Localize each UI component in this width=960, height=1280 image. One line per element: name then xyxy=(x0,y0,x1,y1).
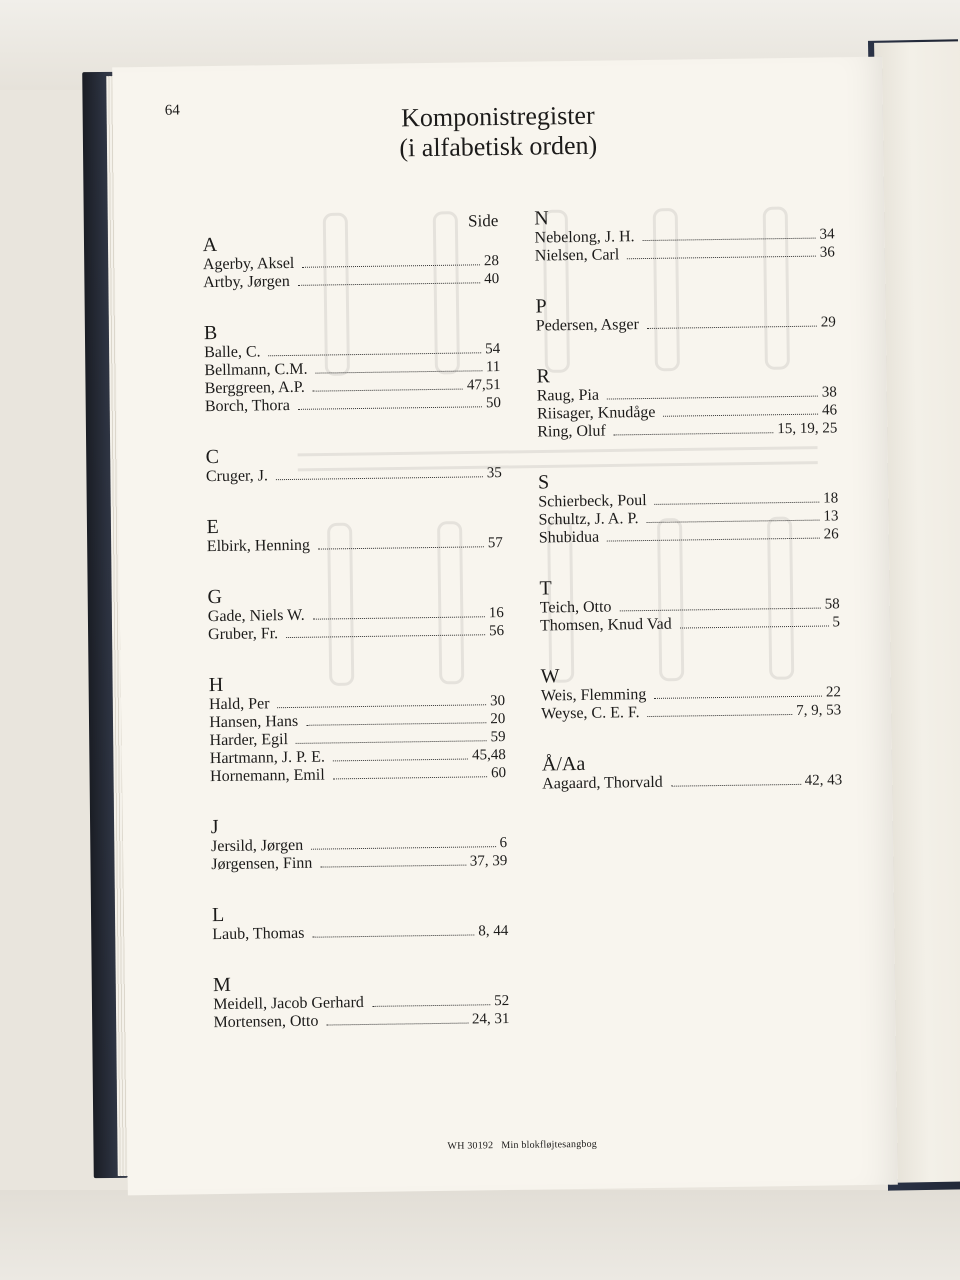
dot-leader xyxy=(302,264,480,267)
section-letter: N xyxy=(534,207,549,230)
page-reference: 26 xyxy=(823,526,839,543)
page-subtitle: (i alfabetisk orden) xyxy=(399,130,598,163)
index-section xyxy=(209,670,507,786)
section-letter: M xyxy=(212,973,231,997)
section-letter: S xyxy=(537,471,550,494)
dot-leader xyxy=(614,432,774,435)
index-section xyxy=(205,442,502,486)
page-reference: 6 xyxy=(499,834,508,852)
index-entry xyxy=(205,394,501,416)
page-reference: 35 xyxy=(486,465,502,482)
dot-leader xyxy=(643,238,816,241)
index-entry xyxy=(535,243,835,265)
composer-name: Raug, Pia xyxy=(536,386,600,405)
page-reference: 7, 9, 53 xyxy=(796,702,842,719)
index-entry xyxy=(207,534,503,556)
index-entry xyxy=(206,464,502,486)
page-reference: 40 xyxy=(484,271,500,288)
composer-name: Schultz, J. A. P. xyxy=(538,510,639,529)
composer-name: Mortensen, Otto xyxy=(213,1012,319,1032)
index-entry xyxy=(210,764,506,786)
page-reference: 57 xyxy=(487,535,503,552)
footer-code: WH 30192 xyxy=(447,1140,494,1152)
index-entry xyxy=(536,313,836,335)
index-section xyxy=(539,573,840,635)
composer-name: Teich, Otto xyxy=(539,598,612,617)
composer-name: Jersild, Jørgen xyxy=(210,836,304,856)
dot-leader xyxy=(298,282,480,286)
title-block xyxy=(113,97,884,168)
section-letter: A xyxy=(202,233,218,257)
section-letter: R xyxy=(536,365,551,388)
page-reference: 50 xyxy=(485,395,501,412)
section-letter: B xyxy=(203,321,218,345)
composer-name: Hartmann, J. P. E. xyxy=(209,748,326,768)
index-section xyxy=(535,291,836,335)
page-reference: 18 xyxy=(823,490,839,507)
composer-name: Jørgensen, Finn xyxy=(211,854,313,874)
dot-leader xyxy=(313,389,463,392)
dot-leader xyxy=(607,396,818,400)
dot-leader xyxy=(276,476,483,480)
section-letter: E xyxy=(206,515,219,539)
page-reference: 58 xyxy=(824,596,840,613)
composer-name: Gruber, Fr. xyxy=(207,625,279,644)
dot-leader xyxy=(298,406,482,410)
index-section xyxy=(534,203,835,265)
index-entry xyxy=(542,771,842,793)
page-title: Komponistregister xyxy=(400,100,595,133)
dot-leader xyxy=(671,784,801,787)
page-reference: 42, 43 xyxy=(804,772,843,789)
dot-leader xyxy=(372,1004,490,1007)
page-reference: 22 xyxy=(825,684,842,701)
dot-leader xyxy=(296,740,487,744)
composer-name: Riisager, Knudåge xyxy=(536,403,656,423)
page-reference: 29 xyxy=(820,314,836,331)
index-entry xyxy=(537,419,837,441)
composer-name: Harder, Egil xyxy=(209,731,289,750)
dot-leader xyxy=(655,502,820,505)
index-section xyxy=(204,318,501,416)
dot-leader xyxy=(312,934,474,937)
index-entry xyxy=(539,525,839,547)
section-letter: H xyxy=(208,673,224,697)
index-entry xyxy=(211,852,507,874)
index-section xyxy=(202,230,499,292)
page-reference: 30 xyxy=(489,693,506,710)
desk-background-bottom xyxy=(0,1190,960,1280)
dot-leader xyxy=(306,722,486,726)
index-section xyxy=(206,512,503,556)
page-reference: 52 xyxy=(494,992,510,1010)
dot-leader xyxy=(320,865,465,868)
page-footer xyxy=(127,1134,917,1156)
composer-name: Weyse, C. E. F. xyxy=(541,704,640,723)
page-reference: 47,51 xyxy=(466,377,501,394)
page-reference: 46 xyxy=(821,402,838,419)
page-reference: 8, 44 xyxy=(478,922,509,940)
section-letter: L xyxy=(211,903,225,927)
dot-leader xyxy=(654,696,822,699)
index-entry xyxy=(213,1010,509,1032)
dot-leader xyxy=(313,616,485,619)
composer-name: Cruger, J. xyxy=(205,467,269,486)
composer-name: Laub, Thomas xyxy=(212,924,305,944)
composer-name: Weis, Flemming xyxy=(540,686,647,705)
page-reference: 45,48 xyxy=(471,747,506,764)
dot-leader xyxy=(647,520,820,523)
dot-leader xyxy=(333,759,468,762)
index-entry xyxy=(208,622,504,644)
side-column-header: Side xyxy=(467,211,499,231)
composer-name: Hald, Per xyxy=(208,695,270,714)
page-reference: 37, 39 xyxy=(469,852,508,870)
dot-leader xyxy=(647,326,817,329)
dot-leader xyxy=(311,846,495,850)
section-letter: W xyxy=(540,665,560,688)
section-letter: C xyxy=(205,445,220,469)
dot-leader xyxy=(620,608,821,612)
composer-name: Meidell, Jacob Gerhard xyxy=(213,994,364,1014)
index-section xyxy=(536,361,837,441)
dot-leader xyxy=(316,370,482,373)
index-column-right xyxy=(534,203,843,823)
composer-name: Gade, Niels W. xyxy=(207,606,305,626)
composer-name: Borch, Thora xyxy=(204,396,291,416)
section-letter: T xyxy=(539,577,552,600)
page-reference: 60 xyxy=(490,765,507,782)
index-entry xyxy=(212,922,508,944)
dot-leader xyxy=(680,625,829,628)
dot-leader xyxy=(286,634,485,638)
index-section xyxy=(213,970,510,1032)
page-reference: 28 xyxy=(483,253,500,270)
composer-name: Elbirk, Henning xyxy=(206,536,311,556)
composer-name: Ring, Oluf xyxy=(537,422,606,441)
page-number: 64 xyxy=(164,102,180,119)
dot-leader xyxy=(278,704,487,708)
composer-name: Nielsen, Carl xyxy=(534,246,620,265)
composer-name: Bellmann, C.M. xyxy=(204,360,308,380)
composer-name: Pedersen, Asger xyxy=(535,316,640,335)
dot-leader xyxy=(333,776,487,779)
index-section xyxy=(212,900,509,944)
section-letter: Å/Aa xyxy=(541,752,586,776)
section-letter: J xyxy=(210,816,219,839)
page-reference: 24, 31 xyxy=(471,1010,510,1028)
page-reference: 16 xyxy=(488,605,504,622)
page-reference: 38 xyxy=(821,384,837,401)
dot-leader xyxy=(607,538,820,542)
page-reference: 15, 19, 25 xyxy=(777,420,838,438)
dot-leader xyxy=(326,1023,468,1026)
section-letter: G xyxy=(207,585,223,609)
footer-book-title: Min blokfløjtesangbog xyxy=(501,1138,598,1152)
composer-name: Berggreen, A.P. xyxy=(204,378,305,398)
section-letter: P xyxy=(535,295,547,318)
dot-leader xyxy=(269,352,482,356)
page-reference: 36 xyxy=(819,244,835,261)
dot-leader xyxy=(318,546,484,549)
page-reference: 13 xyxy=(823,508,839,525)
book-page xyxy=(112,57,898,1196)
page-reference: 5 xyxy=(832,614,841,631)
dot-leader xyxy=(664,414,819,417)
index-section xyxy=(541,661,842,723)
dot-leader xyxy=(627,256,816,260)
composer-name: Balle, C. xyxy=(204,343,261,362)
page-reference: 11 xyxy=(485,359,501,376)
index-entry xyxy=(203,270,499,292)
index-section xyxy=(538,467,839,547)
page-reference: 54 xyxy=(485,341,501,358)
page-reference: 56 xyxy=(488,623,505,640)
index-column-left xyxy=(202,212,510,1062)
composer-name: Aagaard, Thorvald xyxy=(542,773,663,793)
index-section xyxy=(542,749,843,793)
page-reference: 20 xyxy=(490,711,506,728)
composer-name: Agerby, Aksel xyxy=(202,254,295,274)
composer-name: Hornemann, Emil xyxy=(209,766,325,786)
index-entry xyxy=(541,701,841,723)
index-section xyxy=(211,812,508,874)
composer-name: Thomsen, Knud Vad xyxy=(539,615,672,635)
composer-name: Schierbeck, Poul xyxy=(538,492,647,511)
composer-name: Hansen, Hans xyxy=(209,712,299,732)
composer-name: Shubidua xyxy=(538,528,600,547)
page-reference: 34 xyxy=(819,226,835,243)
dot-leader xyxy=(648,714,793,717)
composer-name: Nebelong, J. H. xyxy=(534,228,635,247)
index-entry xyxy=(540,613,840,635)
index-section xyxy=(207,582,504,644)
composer-name: Artby, Jørgen xyxy=(203,272,290,292)
page-reference: 59 xyxy=(490,729,506,746)
